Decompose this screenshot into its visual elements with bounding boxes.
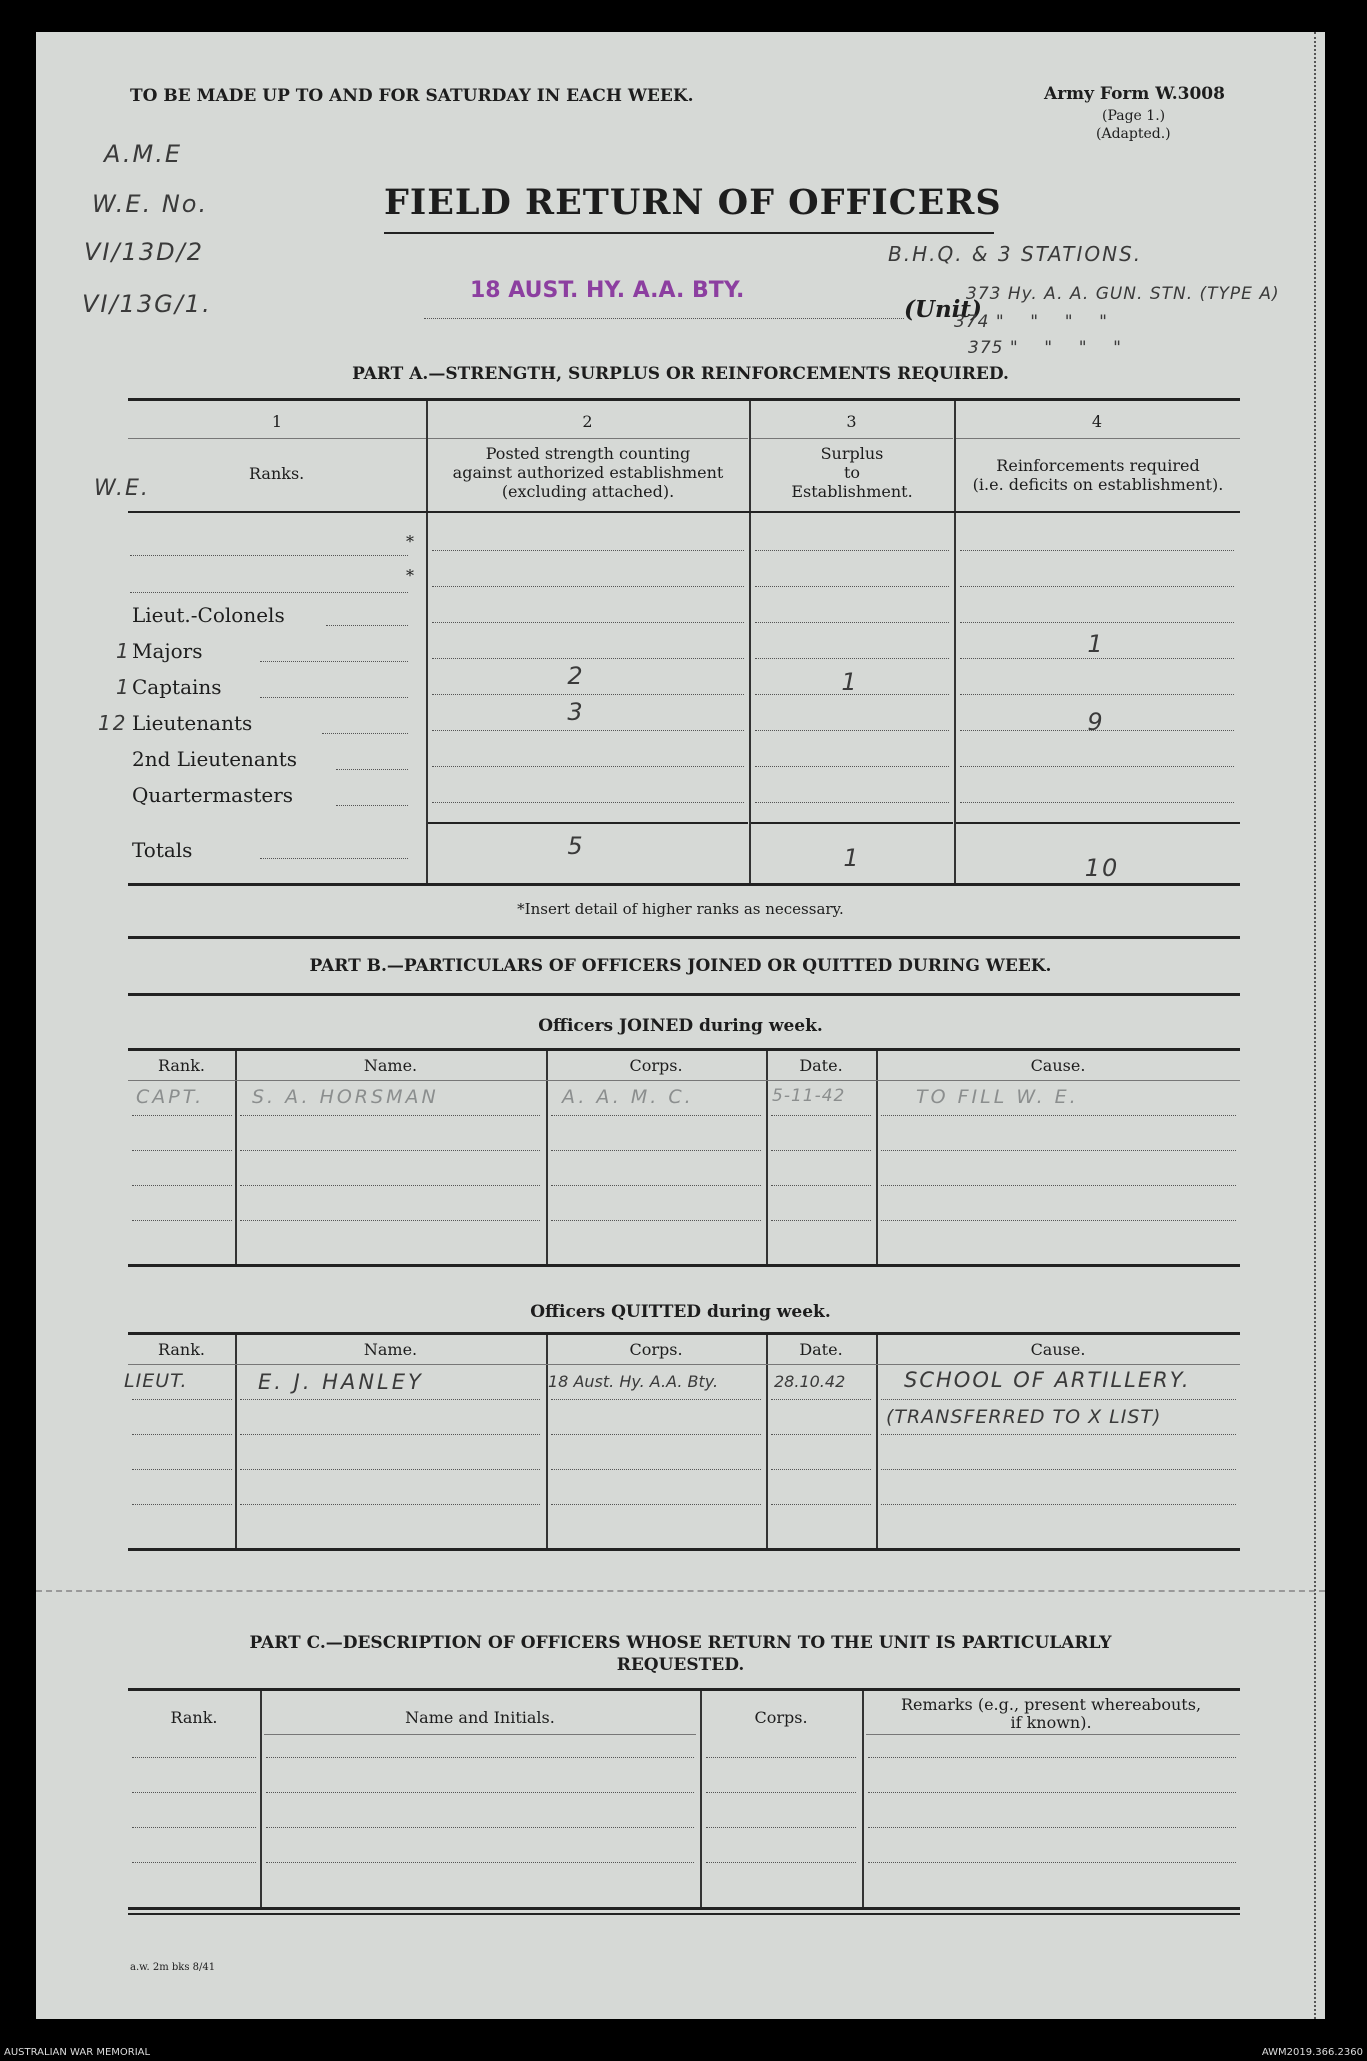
quitted-col-name: Name. xyxy=(363,1340,418,1359)
joined-cause: TO FILL W. E. xyxy=(916,1086,1079,1108)
joined-col-date: Date. xyxy=(799,1056,843,1075)
joined-col-cause: Cause. xyxy=(1030,1056,1086,1075)
archive-credit: AUSTRALIAN WAR MEMORIAL xyxy=(4,2047,151,2058)
joined-name: S. A. HORSMAN xyxy=(252,1086,439,1108)
part-c-col-name: Name and Initials. xyxy=(405,1708,555,1727)
part-b-title: PART B.—PARTICULARS OF OFFICERS JOINED OR QUITTED DURING WEEK. xyxy=(309,956,1052,976)
quitted-rank: LIEUT. xyxy=(124,1370,188,1392)
total-surplus: 1 xyxy=(843,844,861,872)
margin-note-ref2: VI/13G/1. xyxy=(82,290,212,318)
adapted-label: (Adapted.) xyxy=(1096,126,1171,142)
part-c-title: PART C.—DESCRIPTION OF OFFICERS WHOSE RETURN TO THE UNIT IS PARTICULARLY REQUESTED. xyxy=(249,1633,1112,1675)
quitted-title: Officers QUITTED during week. xyxy=(530,1302,831,1322)
posted-captains: 2 xyxy=(567,662,585,690)
count-lieutenants: 12 xyxy=(98,711,128,735)
tick-majors: 1 xyxy=(116,639,131,663)
unit-note-374: 374 " " " " xyxy=(954,312,1108,332)
unit-note-373: 373 Hy. A. A. GUN. STN. (TYPE A) xyxy=(966,284,1280,304)
joined-rank: CAPT. xyxy=(136,1086,205,1108)
reinf-majors: 1 xyxy=(1087,630,1105,658)
rank-lieutenants: Lieutenants xyxy=(132,711,253,735)
joined-date: 5-11-42 xyxy=(772,1086,846,1106)
rank-quartermasters: Quartermasters xyxy=(132,783,294,807)
joined-corps: A. A. M. C. xyxy=(562,1086,694,1108)
quitted-col-date: Date. xyxy=(799,1340,843,1359)
quitted-name: E. J. HANLEY xyxy=(258,1370,424,1394)
part-c-col-corps: Corps. xyxy=(754,1708,808,1727)
instruction-line: TO BE MADE UP TO AND FOR SATURDAY IN EACH WEEK. xyxy=(130,86,694,106)
margin-note-ref1: VI/13D/2 xyxy=(84,238,204,266)
part-a-title: PART A.—STRENGTH, SURPLUS OR REINFORCEMENTS REQUIRED. xyxy=(352,364,1009,384)
posted-header: Posted strength counting against authorized establishment (excluding attached). xyxy=(452,444,724,501)
form-number: Army Form W.3008 xyxy=(1044,84,1225,104)
rank-lieut-colonels: Lieut.-Colonels xyxy=(132,603,285,627)
quitted-cause-line2: (TRANSFERRED TO X LIST) xyxy=(886,1406,1162,1428)
unit-stamp: 18 AUST. HY. A.A. BTY. xyxy=(470,278,745,303)
tick-captains: 1 xyxy=(116,675,131,699)
perforation-line xyxy=(36,1590,1325,1592)
page-number: (Page 1.) xyxy=(1102,108,1166,124)
ranks-header: Ranks. xyxy=(249,464,305,483)
total-posted: 5 xyxy=(567,832,585,860)
unit-dotted-line xyxy=(424,318,904,319)
reinforcements-header: Reinforcements required (i.e. deficits on establishment). xyxy=(972,456,1224,494)
archive-id: AWM2019.366.2360 xyxy=(1261,2047,1363,2058)
quitted-col-corps: Corps. xyxy=(629,1340,683,1359)
unit-note-stations: B.H.Q. & 3 STATIONS. xyxy=(888,242,1143,266)
form-sheet xyxy=(36,32,1325,2019)
we-note: W.E. xyxy=(94,476,150,501)
surplus-captains: 1 xyxy=(841,668,859,696)
joined-col-rank: Rank. xyxy=(157,1056,206,1075)
quitted-col-rank: Rank. xyxy=(157,1340,206,1359)
col-number-1: 1 xyxy=(271,412,283,431)
joined-col-name: Name. xyxy=(363,1056,418,1075)
quitted-date: 28.10.42 xyxy=(774,1372,846,1391)
rank-majors: Majors xyxy=(132,639,203,663)
posted-lieutenants: 3 xyxy=(567,698,585,726)
joined-title: Officers JOINED during week. xyxy=(538,1016,823,1036)
quitted-col-cause: Cause. xyxy=(1030,1340,1086,1359)
footnote: *Insert detail of higher ranks as necessary. xyxy=(517,900,844,918)
col-number-3: 3 xyxy=(846,412,857,431)
surplus-header: Surplus to Establishment. xyxy=(791,444,913,501)
col-number-4: 4 xyxy=(1091,412,1103,431)
rank-captains: Captains xyxy=(132,675,222,699)
reinf-lieutenants: 9 xyxy=(1087,708,1105,736)
total-reinf: 10 xyxy=(1084,854,1120,882)
joined-col-corps: Corps. xyxy=(629,1056,683,1075)
title-underline xyxy=(384,232,994,234)
margin-note-we-no: W.E. No. xyxy=(92,190,209,218)
quitted-corps: 18 Aust. Hy. A.A. Bty. xyxy=(548,1372,719,1391)
part-c-col-remarks: Remarks (e.g., present whereabouts, if known). xyxy=(900,1695,1202,1732)
part-c-col-rank: Rank. xyxy=(170,1708,218,1727)
part-a-top-rule xyxy=(128,398,1240,401)
unit-note-375: 375 " " " " xyxy=(968,338,1122,358)
print-code: a.w. 2m bks 8/41 xyxy=(130,1962,216,1973)
col-number-2: 2 xyxy=(582,412,593,431)
page-title: FIELD RETURN OF OFFICERS xyxy=(384,182,1002,223)
margin-note-ame: A.M.E xyxy=(104,140,182,168)
rank-2nd-lieutenants: 2nd Lieutenants xyxy=(132,747,298,771)
star-marker: * xyxy=(406,566,414,585)
unit-label: (Unit) xyxy=(904,296,982,323)
quitted-cause-line1: SCHOOL OF ARTILLERY. xyxy=(904,1368,1191,1392)
star-marker: * xyxy=(406,532,414,551)
edge-perforation xyxy=(1314,32,1316,2019)
totals-label: Totals xyxy=(132,838,193,862)
